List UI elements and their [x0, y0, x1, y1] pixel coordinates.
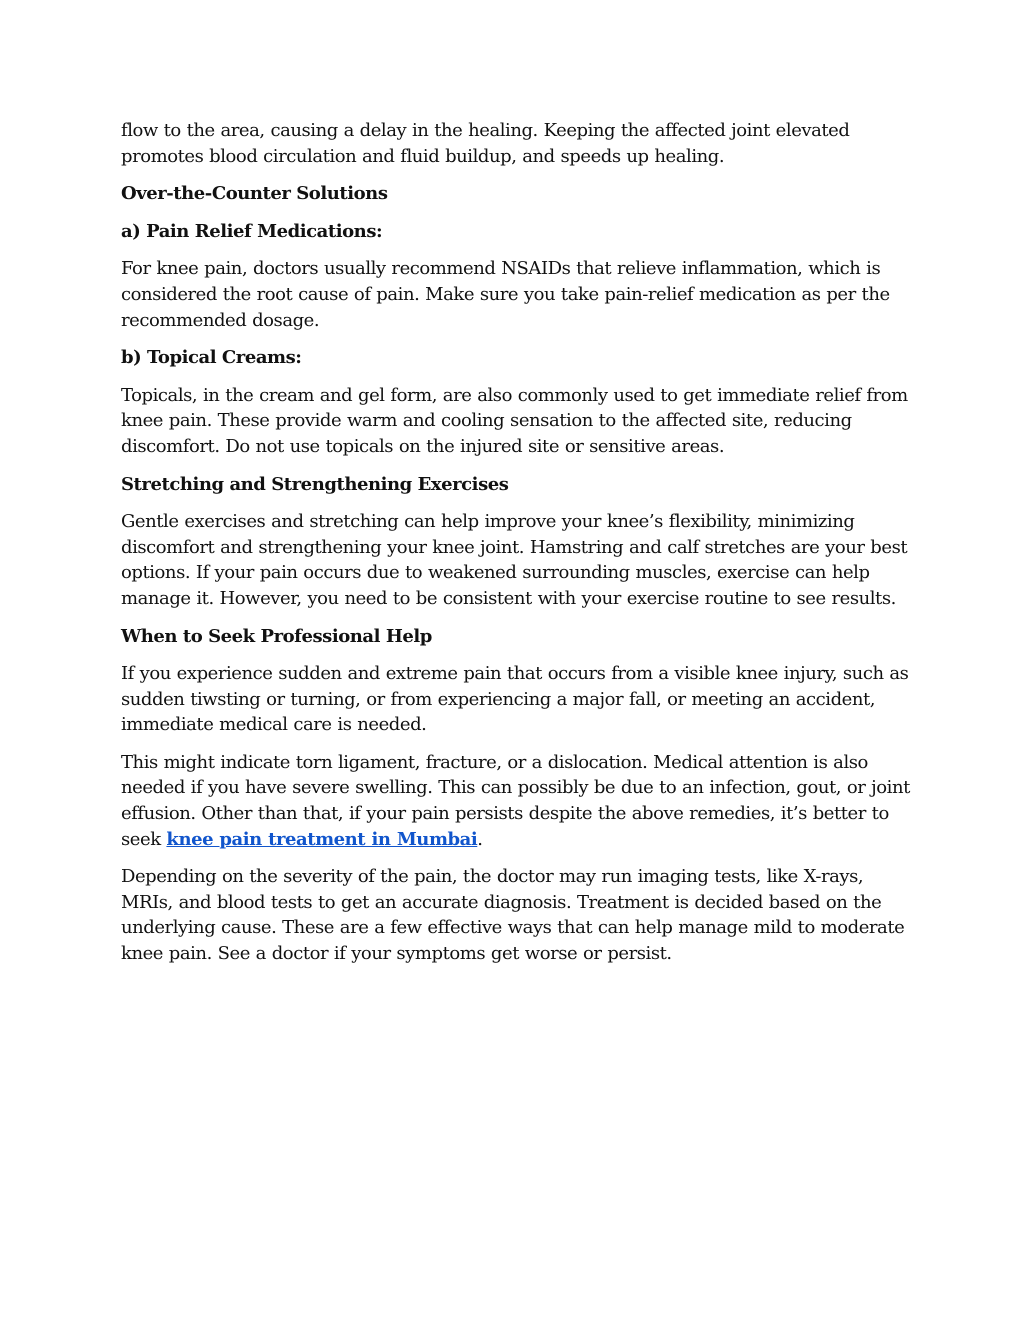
heading-professional-help: When to Seek Professional Help: [121, 625, 432, 647]
paragraph-sudden-pain: If you experience sudden and extreme pain that occurs from a visible knee injury, such as sudden tiwsting or turning, or from experiencing a major fall, or meeting an accident, immediate medical care is needed.: [121, 663, 909, 736]
paragraph-exercises: Gentle exercises and stretching can help improve your knee’s flexibility, minimizing discomfort and strengthening your knee joint. Hamstring and calf stretches are your best options. If your pain occurs due to weakened surrounding muscles, exercise can help manage it. However, you need to be consistent with your exercise routine to see results.: [121, 511, 908, 609]
paragraph-topicals: Topicals, in the cream and gel form, are also commonly used to get immediate relief from knee pain. These provide warm and cooling sensation to the affected site, reducing discomfort. Do not use topicals on the injured site or sensitive areas.: [121, 384, 908, 457]
heading-exercises: Stretching and Strengthening Exercises: [121, 473, 509, 495]
paragraph-intro: flow to the area, causing a delay in the healing. Keeping the affected joint elevated promotes blood circulation and fluid buildup, and speeds up healing.: [121, 120, 850, 167]
paragraph-medical-attention: [121, 750, 911, 852]
paragraph-medical-attention-end: .: [477, 828, 483, 850]
paragraph-nsaids: For knee pain, doctors usually recommend NSAIDs that relieve inflammation, which is considered the root cause of pain. Make sure you take pain-relief medication as per the recommended dosage.: [121, 258, 890, 331]
document-page: [121, 118, 911, 979]
knee-pain-treatment-link[interactable]: knee pain treatment in Mumbai: [166, 828, 478, 850]
heading-pain-relief-medications: a) Pain Relief Medications:: [121, 220, 383, 242]
heading-otc-solutions: Over-the-Counter Solutions: [121, 183, 388, 205]
paragraph-severity: Depending on the severity of the pain, the doctor may run imaging tests, like X-rays, MRIs, and blood tests to get an accurate diagnosis. Treatment is decided based on the underlying cause. These are a few effective ways that can help manage mild to moderate knee pain. See a doctor if your symptoms get worse or persist.: [121, 866, 905, 965]
paragraph-medical-attention-text: This might indicate torn ligament, fracture, or a dislocation. Medical attention is also needed if you have severe swelling. This can possibly be due to an infection, gout, or joint effusion. Other than that, if your pain persists despite the above remedies, it’s better to seek: [121, 751, 910, 850]
heading-topical-creams: b) Topical Creams:: [121, 347, 302, 369]
